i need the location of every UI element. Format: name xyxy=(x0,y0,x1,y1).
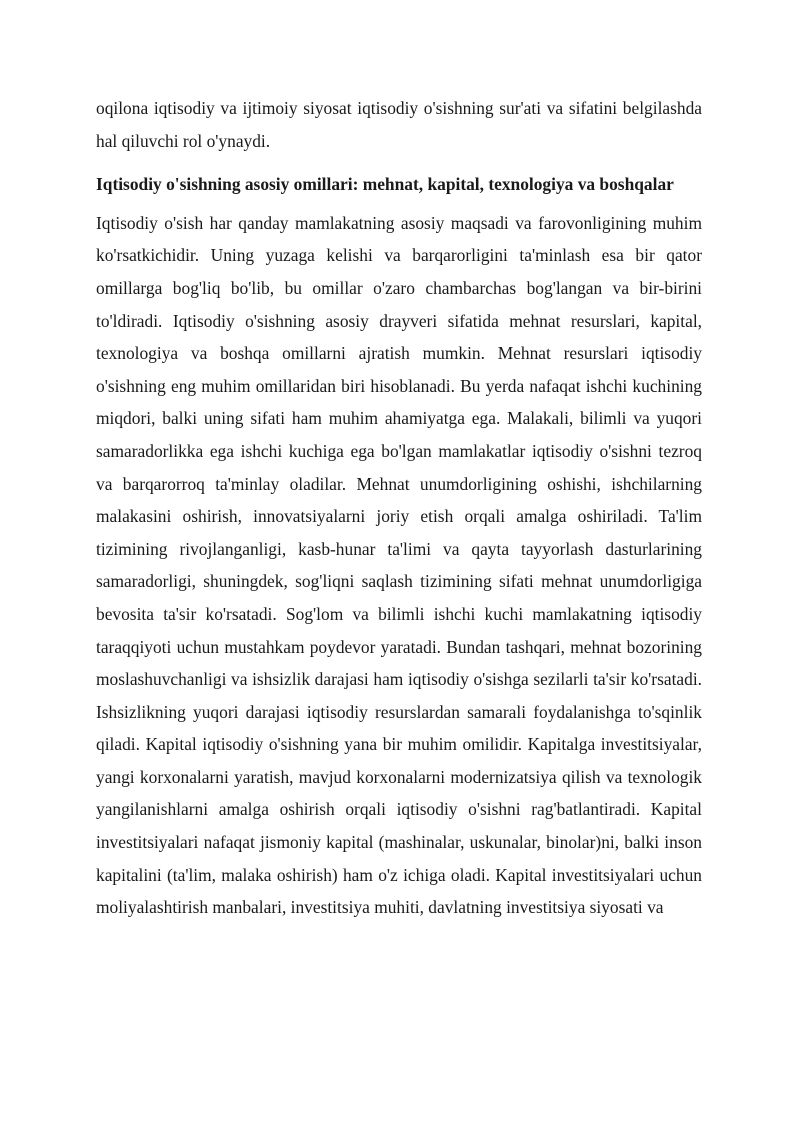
section-heading: Iqtisodiy o'sishning asosiy omillari: mehnat, kapital, texnologiya va boshqalar xyxy=(96,174,674,195)
body-paragraph: Iqtisodiy o'sish har qanday mamlakatning asosiy maqsadi va farovonligining muhim ko'rsatkichidir. Uning yuzaga kelishi va barqarorligini ta'minlash esa bir qator omillarga bog'liq bo'lib, bu omillar o'zaro chambarchas bog'langan va bir-birini to'ldiradi. Iqtisodiy o'sishning asosiy drayveri sifatida mehnat resurslari, kapital, texnologiya va boshqa omillarni ajratish mumkin. Mehnat resurslari iqtisodiy o'sishning eng muhim omillaridan biri hisoblanadi. Bu yerda nafaqat ishchi kuchining miqdori, balki uning sifati ham muhim ahamiyatga ega. Malakali, bilimli va yuqori samaradorlikka ega ishchi kuchiga ega bo'lgan mamlakatlar iqtisodiy o'sishni tezroq va barqarorroq ta'minlay oladilar. Mehnat unumdorligining oshishi, ishchilarning malakasini oshirish, innovatsiyalarni joriy etish orqali amalga oshiriladi. Ta'lim tizimining rivojlanganligi, kasb-hunar ta'limi va qayta tayyorlash dasturlarining samaradorligi, shuningdek, sog'liqni saqlash tizimining sifati mehnat unumdorligiga bevosita ta'sir ko'rsatadi. Sog'lom va bilimli ishchi kuchi mamlakatning iqtisodiy taraqqiyoti uchun mustahkam poydevor yaratadi. Bundan tashqari, mehnat bozorining moslashuvchanligi va ishsizlik darajasi ham iqtisodiy o'sishga sezilarli ta'sir ko'rsatadi. Ishsizlikning yuqori darajasi iqtisodiy resurslardan samarali foydalanishga to'sqinlik qiladi. Kapital iqtisodiy o'sishning yana bir muhim omilidir. Kapitalga investitsiyalar, yangi korxonalarni yaratish, mavjud korxonalarni modernizatsiya qilish va texnologik yangilanishlarni amalga oshirish orqali iqtisodiy o'sishni rag'batlantiradi. Kapital investitsiyalari nafaqat jismoniy kapital (mashinalar, uskunalar, binolar)ni, balki inson kapitalini (ta'lim, malaka oshirish) ham o'z ichiga oladi. Kapital investitsiyalari uchun moliyalashtirish manbalari, investitsiya muhiti, davlatning investitsiya siyosati va xyxy=(96,212,702,918)
intro-paragraph: oqilona iqtisodiy va ijtimoiy siyosat iqtisodiy o'sishning sur'ati va sifatini belgilashda hal qiluvchi rol o'ynaydi. xyxy=(96,98,702,151)
document-page xyxy=(96,92,702,924)
